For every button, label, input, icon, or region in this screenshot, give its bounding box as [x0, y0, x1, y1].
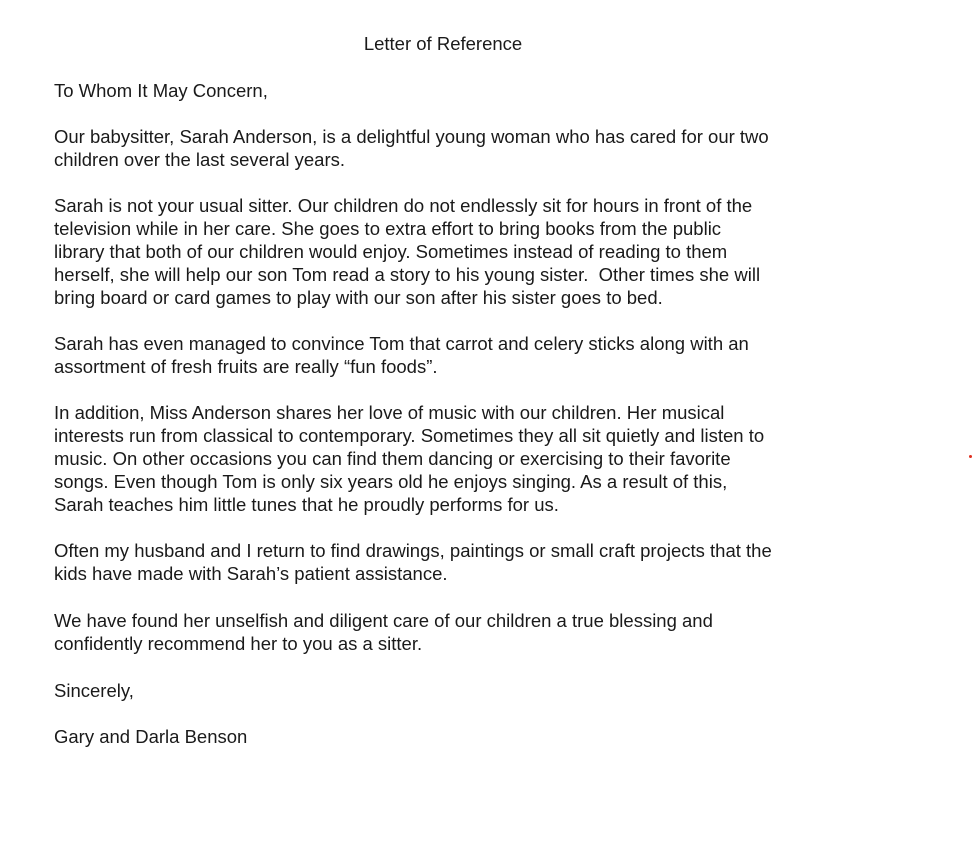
- text-line: assortment of fresh fruits are really “fun foods”.: [54, 356, 438, 377]
- closing: Sincerely,: [54, 680, 134, 701]
- text-line: music. On other occasions you can find them dancing or exercising to their favorite: [54, 448, 731, 469]
- text-line: confidently recommend her to you as a sitter.: [54, 633, 423, 654]
- text-line: We have found her unselfish and diligent care of our children a true blessing and: [54, 610, 713, 631]
- text-line: In addition, Miss Anderson shares her love of music with our children. Her musical: [54, 402, 725, 423]
- stray-mark: [969, 455, 972, 458]
- text-line: Sarah is not your usual sitter. Our children do not endlessly sit for hours in front of the: [54, 195, 753, 216]
- letter-title: Letter of Reference: [363, 33, 523, 54]
- text-line: Often my husband and I return to find drawings, paintings or small craft projects that the: [54, 540, 772, 561]
- text-line: Sarah teaches him little tunes that he proudly performs for us.: [54, 494, 559, 515]
- text-line: bring board or card games to play with our son after his sister goes to bed.: [54, 287, 663, 308]
- signature: Gary and Darla Benson: [54, 726, 248, 747]
- text-line: interests run from classical to contemporary. Sometimes they all sit quietly and listen to: [54, 425, 765, 446]
- text-line: library that both of our children would enjoy. Sometimes instead of reading to them: [54, 241, 728, 262]
- text-line: kids have made with Sarah’s patient assistance.: [54, 563, 448, 584]
- text-line: children over the last several years.: [54, 149, 345, 170]
- text-line: songs. Even though Tom is only six years old he enjoys singing. As a result of this,: [54, 471, 728, 492]
- text-line: herself, she will help our son Tom read a story to his young sister. Other times she will: [54, 264, 761, 285]
- salutation: To Whom It May Concern,: [54, 80, 268, 101]
- text-line: Our babysitter, Sarah Anderson, is a delightful young woman who has cared for our two: [54, 126, 769, 147]
- text-line: television while in her care. She goes to extra effort to bring books from the public: [54, 218, 722, 239]
- text-line: Sarah has even managed to convince Tom that carrot and celery sticks along with an: [54, 333, 749, 354]
